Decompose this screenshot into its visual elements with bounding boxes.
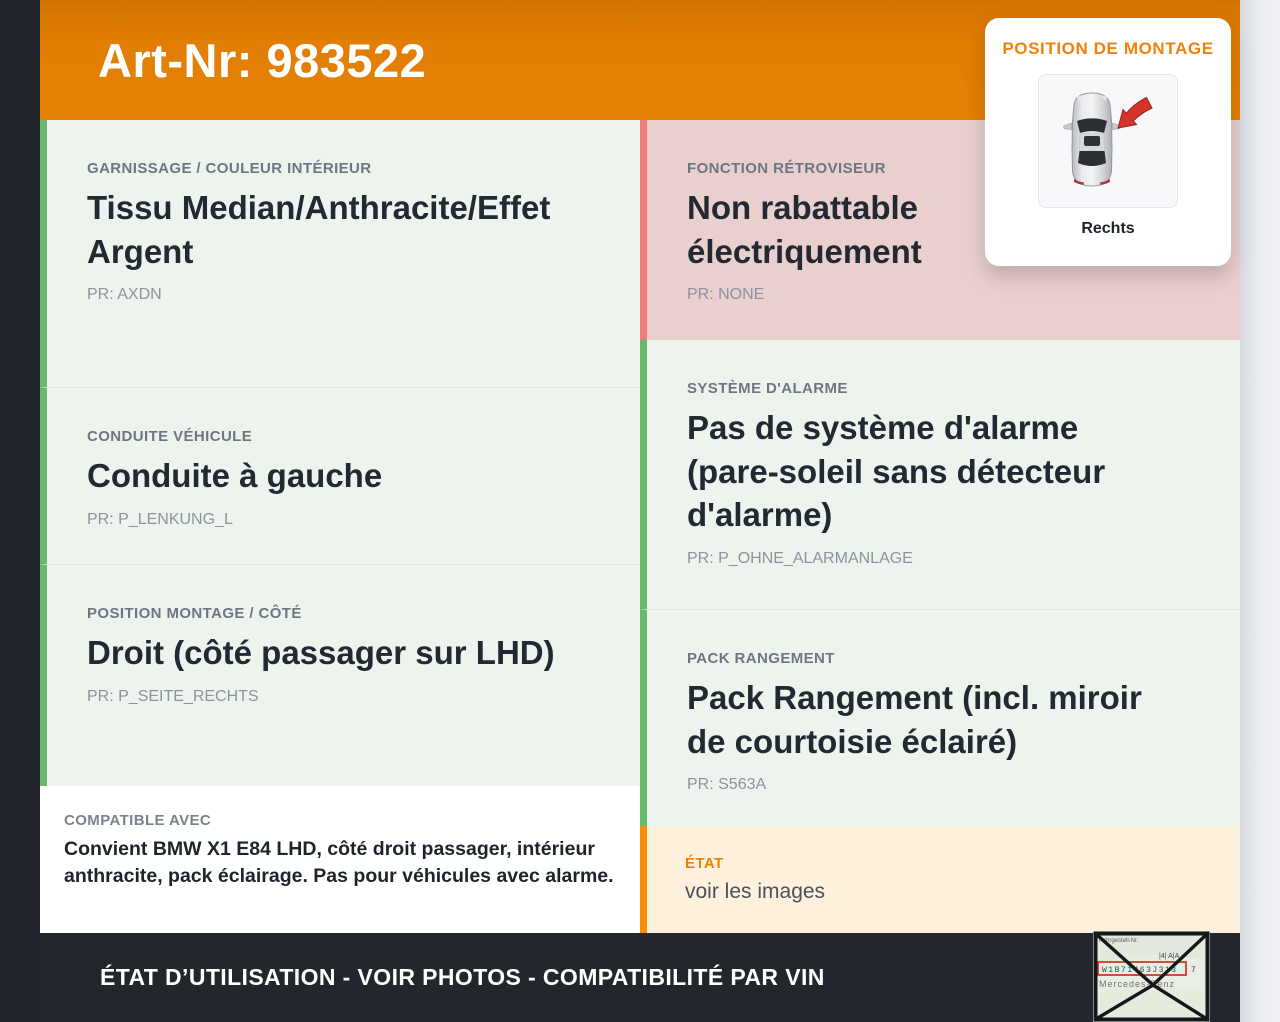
svg-text:W1B71463J313: W1B71463J313 <box>1102 966 1178 975</box>
mounting-position-value: Rechts <box>1081 220 1135 237</box>
card-value: Tissu Median/Anthracite/Effet Argent <box>87 189 551 270</box>
footer-bar <box>40 933 1240 1022</box>
right-gutter-strip <box>1240 0 1280 1022</box>
card-pr-code: PR: P_LENKUNG_L <box>87 510 233 528</box>
spec-card-etat <box>640 826 1240 933</box>
card-pr-code: PR: S563A <box>687 776 767 794</box>
spec-card-position-montage <box>40 565 640 786</box>
svg-text:Mercedes-Benz: Mercedes-Benz <box>1099 979 1176 989</box>
left-column <box>40 120 640 933</box>
mounting-position-image-box <box>1038 74 1178 208</box>
svg-text:Fahrgestell-Nr.: Fahrgestell-Nr. <box>1099 938 1139 944</box>
spec-card-garnissage <box>40 120 640 388</box>
card-value: Pack Rangement (incl. miroir de courtoisie éclairé) <box>687 679 1142 760</box>
card-value: Non rabattable électriquement <box>687 189 922 270</box>
card-value: Pas de système d'alarme (pare-soleil sans détecteur d'alarme) <box>687 409 1106 534</box>
card-label: SYSTÈME D'ALARME <box>687 380 848 397</box>
vin-document-image <box>1093 931 1210 1022</box>
article-number-title: Art-Nr: 983522 <box>98 33 427 87</box>
etat-value: voir les images <box>685 880 826 903</box>
spec-card-pack-rangement <box>640 610 1240 826</box>
card-label: ÉTAT <box>685 855 724 872</box>
spec-card-alarme <box>640 340 1240 610</box>
card-pr-code: PR: AXDN <box>87 286 162 304</box>
card-label: COMPATIBLE AVEC <box>64 812 212 829</box>
spec-card-compatible <box>40 786 640 933</box>
mounting-position-card <box>985 18 1231 266</box>
footer-text: ÉTAT D’UTILISATION - VOIR PHOTOS - COMPATIBILITÉ PAR VIN <box>100 964 825 990</box>
card-label: GARNISSAGE / COULEUR INTÉRIEUR <box>87 160 372 177</box>
crossed-registration-document-icon <box>1093 931 1210 1022</box>
card-label: FONCTION RÉTROVISEUR <box>687 160 886 177</box>
mounting-position-title: POSITION DE MONTAGE <box>1002 39 1214 58</box>
card-label: POSITION MONTAGE / CÔTÉ <box>87 605 302 622</box>
car-top-view-icon <box>1047 85 1169 197</box>
card-label: PACK RANGEMENT <box>687 650 835 667</box>
card-label: CONDUITE VÉHICULE <box>87 428 253 445</box>
card-pr-code: PR: P_OHNE_ALARMANLAGE <box>687 549 913 567</box>
card-value: Conduite à gauche <box>87 457 383 494</box>
compatibility-text: Convient BMW X1 E84 LHD, côté droit passager, intérieur anthracite, pack éclairage. Pas pour véhicules avec alarme. <box>64 838 614 888</box>
svg-text:7: 7 <box>1191 966 1196 975</box>
spec-card-conduite <box>40 388 640 565</box>
listing-page <box>40 0 1240 1022</box>
svg-text:|4| A|A: |4| A|A <box>1159 953 1180 960</box>
card-pr-code: PR: NONE <box>687 286 765 304</box>
card-pr-code: PR: P_SEITE_RECHTS <box>87 687 259 705</box>
red-arrow-icon <box>1118 98 1152 129</box>
card-value: Droit (côté passager sur LHD) <box>87 634 555 671</box>
